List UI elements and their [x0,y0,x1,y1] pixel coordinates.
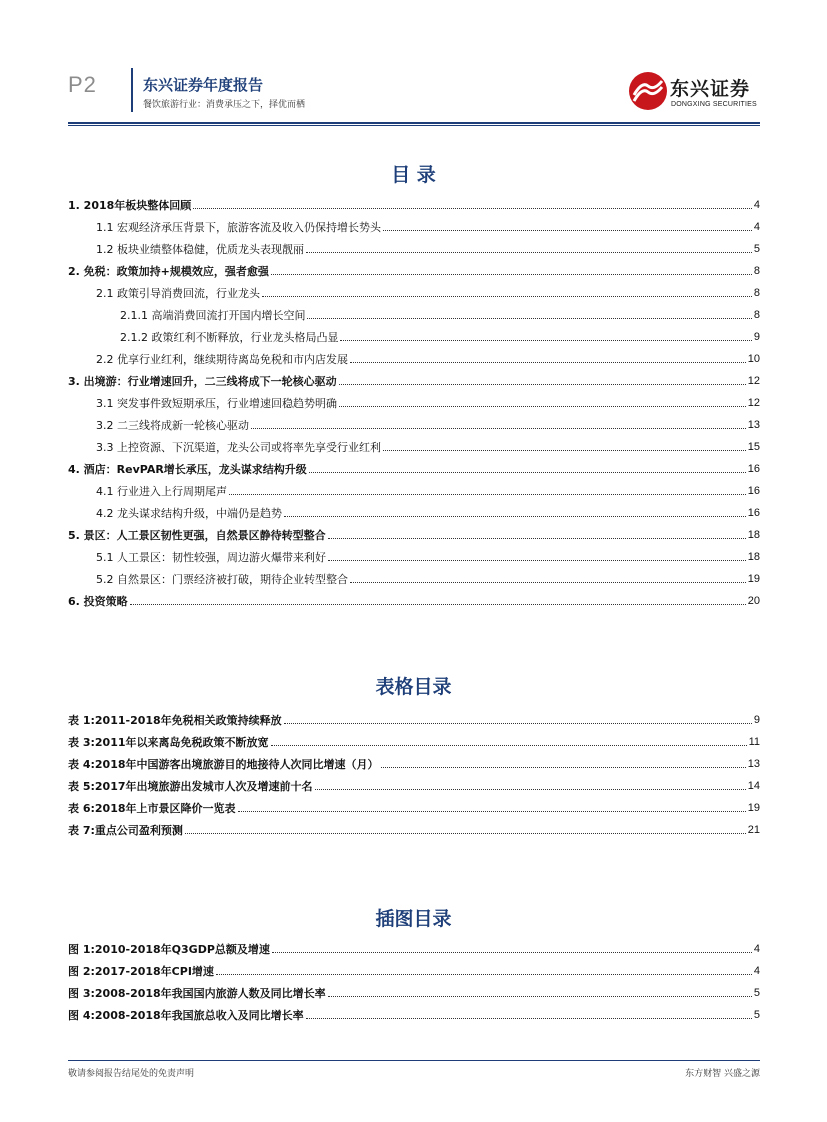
toc-item-label: 6. 投资策略 [68,595,128,608]
tables-toc-title: 表格目录 [375,676,452,698]
toc-item-page: 13 [747,419,760,431]
table-toc-label: 表 6:2018年上市景区降价一览表 [68,802,236,815]
dot-leader [339,383,746,385]
toc-item[interactable] [120,305,760,322]
table-toc-label: 表 1:2011-2018年免税相关政策持续释放 [68,714,282,727]
toc-item-label: 3.1 突发事件致短期承压，行业增速回稳趋势明确 [96,397,337,410]
dot-leader [383,229,752,231]
figure-toc-page: 5 [753,1009,760,1021]
figure-toc-page: 4 [753,943,760,955]
figure-toc-label: 图 2:2017-2018年CPI增速 [68,965,214,978]
table-toc-item[interactable] [68,710,760,727]
dot-leader [340,339,751,341]
dot-leader [284,515,746,517]
header-rule [68,122,760,124]
toc-item-label: 2.2 优享行业红利，继续期待离岛免税和市内店发展 [96,353,348,366]
toc-item-label: 3.2 二三线将成新一轮核心驱动 [96,419,249,432]
figure-toc-label: 图 4:2008-2018年我国旅总收入及同比增长率 [68,1009,304,1022]
toc-item-page: 16 [747,507,760,519]
table-toc-page: 9 [753,714,760,726]
report-title: 东兴证券年度报告 [143,76,264,94]
toc-item-label: 4. 酒店：RevPAR增长承压，龙头谋求结构升级 [68,463,307,476]
toc-item[interactable] [96,283,760,300]
footer-rule [68,1060,760,1061]
toc-item[interactable] [68,261,760,278]
toc-item[interactable] [96,569,760,586]
toc-item[interactable] [96,437,760,454]
toc-item[interactable] [96,547,760,564]
toc-item[interactable] [96,393,760,410]
toc-item-page: 19 [747,573,760,585]
toc-item[interactable] [68,371,760,388]
figure-toc-page: 4 [753,965,760,977]
table-toc-item[interactable] [68,820,760,837]
dot-leader [339,405,746,407]
dot-leader [262,295,752,297]
table-toc-item[interactable] [68,732,760,749]
figure-toc-item[interactable] [68,1005,760,1022]
logo-chinese-name: 东兴证券 [670,78,751,100]
toc-item[interactable] [96,415,760,432]
toc-item-page: 5 [753,243,760,255]
toc-item-label: 4.2 龙头谋求结构升级，中端仍是趋势 [96,507,282,520]
toc-item-label: 2. 免税：政策加持+规模效应，强者愈强 [68,265,269,278]
table-toc-page: 11 [748,736,760,748]
figure-toc-label: 图 3:2008-2018年我国国内旅游人数及同比增长率 [68,987,326,1000]
toc-item-page: 9 [753,331,760,343]
toc-item-label: 5. 景区：人工景区韧性更强，自然景区静待转型整合 [68,529,326,542]
report-subtitle: 餐饮旅游行业：消费承压之下，择优而栖 [143,100,306,110]
dot-leader [328,537,746,539]
toc-item-page: 10 [747,353,760,365]
toc-title: 目 录 [391,164,436,186]
dot-leader [306,251,752,253]
toc-item-label: 2.1.1 高端消费回流打开国内增长空间 [120,309,306,322]
figures-toc-title: 插图目录 [375,908,452,930]
dot-leader [271,744,747,746]
table-toc-label: 表 3:2011年以来离岛免税政策不断放宽 [68,736,269,749]
table-toc-page: 19 [747,802,760,814]
header-rule-thin [68,125,760,126]
toc-item[interactable] [120,327,760,344]
toc-item-page: 4 [753,221,760,233]
dot-leader [271,273,752,275]
toc-item[interactable] [68,591,760,608]
toc-item[interactable] [96,503,760,520]
figure-toc-label: 图 1:2010-2018年Q3GDP总额及增速 [68,943,270,956]
toc-item-page: 12 [747,375,760,387]
toc-item[interactable] [68,195,760,212]
toc-item[interactable] [96,217,760,234]
toc-item-label: 5.1 人工景区：韧性较强，周边游火爆带来利好 [96,551,326,564]
figure-toc-item[interactable] [68,939,760,956]
table-toc-label: 表 7:重点公司盈利预测 [68,824,183,837]
toc-item[interactable] [68,459,760,476]
toc-item-label: 1.1 宏观经济承压背景下，旅游客流及收入仍保持增长势头 [96,221,381,234]
toc-item-page: 12 [747,397,760,409]
figure-toc-item[interactable] [68,961,760,978]
footer-disclaimer: 敬请参阅报告结尾处的免责声明 [68,1069,195,1079]
toc-item-page: 8 [753,287,760,299]
table-toc-page: 21 [747,824,760,836]
dot-leader [383,449,746,451]
dot-leader [328,559,746,561]
dot-leader [350,361,746,363]
dot-leader [328,995,752,997]
toc-item-page: 18 [747,551,760,563]
logo-english-name: DONGXING SECURITIES [671,101,757,108]
dot-leader [193,207,752,209]
table-toc-item[interactable] [68,798,760,815]
toc-item-label: 1. 2018年板块整体回顾 [68,199,192,212]
toc-item-page: 4 [753,199,760,211]
toc-item-label: 3. 出境游：行业增速回升，二三线将成下一轮核心驱动 [68,375,337,388]
table-toc-page: 14 [747,780,760,792]
dot-leader [238,810,746,812]
toc-item[interactable] [96,349,760,366]
dot-leader [130,603,746,605]
toc-item-page: 16 [747,485,760,497]
table-toc-item[interactable] [68,754,760,771]
figure-toc-item[interactable] [68,983,760,1000]
header-separator [131,68,133,112]
toc-item-label: 2.1 政策引导消费回流，行业龙头 [96,287,260,300]
toc-item[interactable] [96,481,760,498]
dot-leader [309,471,746,473]
dot-leader [272,951,752,953]
dot-leader [306,1017,752,1019]
toc-item-page: 18 [747,529,760,541]
table-toc-label: 表 5:2017年出境旅游出发城市人次及增速前十名 [68,780,313,793]
dot-leader [350,581,746,583]
toc-item-label: 3.3 上控资源、下沉渠道，龙头公司或将率先享受行业红利 [96,441,381,454]
dot-leader [381,766,746,768]
table-toc-page: 13 [747,758,760,770]
table-toc-label: 表 4:2018年中国游客出境旅游目的地接待人次同比增速（月） [68,758,379,771]
toc-item[interactable] [68,525,760,542]
dot-leader [307,317,751,319]
toc-item-label: 2.1.2 政策红利不断释放，行业龙头格局凸显 [120,331,339,344]
toc-item-page: 8 [753,265,760,277]
toc-item-page: 8 [753,309,760,321]
toc-item-label: 4.1 行业进入上行周期尾声 [96,485,227,498]
toc-item-page: 20 [747,595,760,607]
dot-leader [284,722,752,724]
page-number: P2 [68,72,97,97]
toc-item-page: 16 [747,463,760,475]
dot-leader [251,427,746,429]
toc-item[interactable] [96,239,760,256]
toc-item-label: 5.2 自然景区：门票经济被打破，期待企业转型整合 [96,573,348,586]
figure-toc-page: 5 [753,987,760,999]
dot-leader [216,973,752,975]
dot-leader [185,832,746,834]
dot-leader [315,788,746,790]
footer-slogan: 东方财智 兴盛之源 [685,1069,760,1079]
toc-item-page: 15 [747,441,760,453]
dot-leader [229,493,746,495]
table-toc-item[interactable] [68,776,760,793]
toc-item-label: 1.2 板块业绩整体稳健，优质龙头表现靓丽 [96,243,304,256]
